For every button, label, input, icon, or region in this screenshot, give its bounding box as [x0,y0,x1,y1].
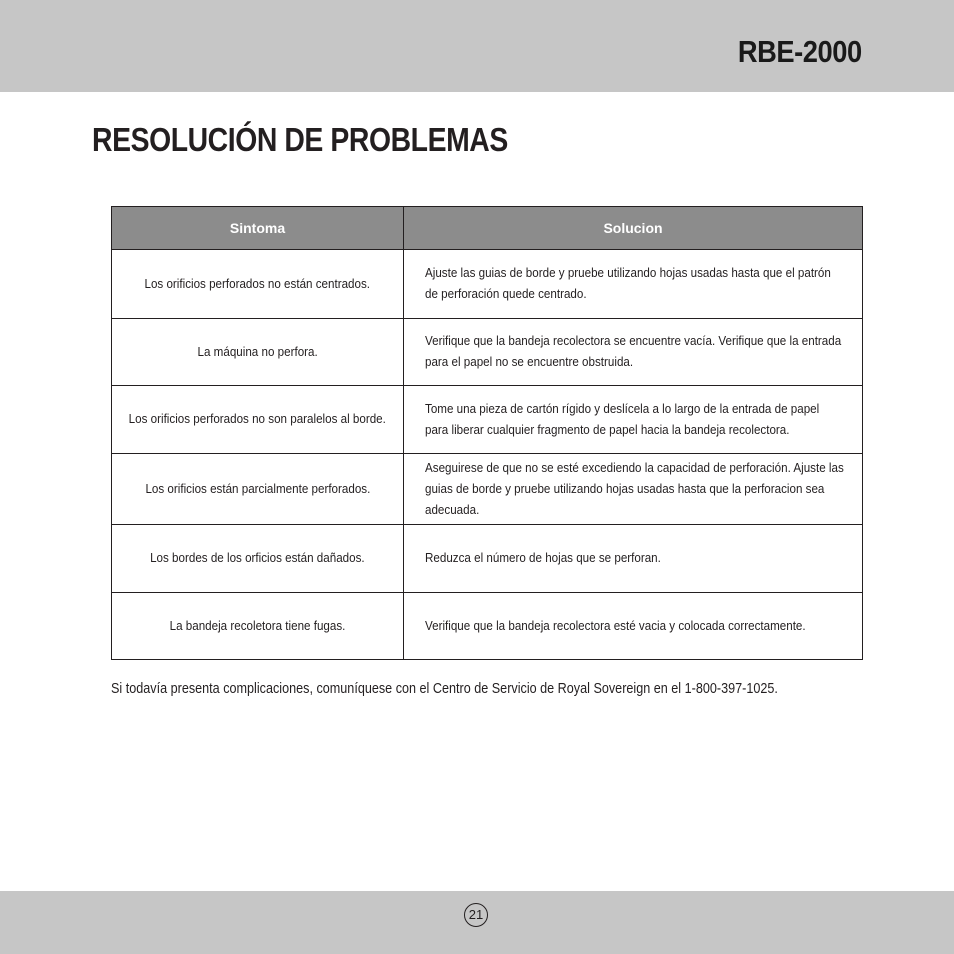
solution-text: Tome una pieza de cartón rígido y deslícela a lo largo de la entrada de papel para liberar cualquier fragmento de papel hacia la bandeja recolectora. [425,401,820,437]
solution-text: Verifique que la bandeja recolectora se encuentre vacía. Verifique que la entrada para el papel no se encuentre obstruida. [425,334,842,369]
table-row [112,454,863,525]
table-header-row [112,207,863,250]
solution-cell [404,250,863,319]
table-row [112,386,863,454]
solution-cell [404,319,863,386]
symptom-cell [112,454,404,525]
model-name: RBE-2000 [738,34,862,69]
troubleshooting-table [111,206,863,660]
symptom-cell [112,593,404,660]
table-row [112,593,863,660]
symptom-text: Los orificios perforados no son paralelos al borde. [128,412,387,426]
solution-text: Aseguirese de que no se esté excediendo la capacidad de perforación. Ajuste las guias de borde y pruebe utilizando hojas usadas hasta que la perforacion sea adecuada. [425,460,844,517]
symptom-text: La máquina no perfora. [197,344,318,359]
symptom-text: Los orificios están parcialmente perforados. [145,481,370,496]
symptom-text: Los bordes de los orficios están dañados. [150,551,365,565]
solution-text: Verifique que la bandeja recolectora esté vacia y colocada correctamente. [425,618,806,633]
solution-cell [404,525,863,593]
column-header-symptom: Sintoma [112,207,404,250]
table-row [112,525,863,593]
column-header-solution: Solucion [404,207,863,250]
solution-cell [404,386,863,454]
solution-text: Ajuste las guias de borde y pruebe utilizando hojas usadas hasta que el patrón de perforación quede centrado. [425,266,831,301]
symptom-cell [112,386,404,454]
page-title: RESOLUCIÓN DE PROBLEMAS [92,121,508,158]
solution-text: Reduzca el número de hojas que se perforan. [425,551,661,565]
symptom-text: Los orificios perforados no están centrados. [144,276,371,291]
page-number: 21 [464,903,488,927]
solution-cell [404,593,863,660]
table-row [112,250,863,319]
solution-cell [404,454,863,525]
table-row [112,319,863,386]
symptom-cell [112,250,404,319]
header-band [0,0,954,92]
symptom-text: La bandeja recoletora tiene fugas. [169,618,346,633]
contact-note: Si todavía presenta complicaciones, comuníquese con el Centro de Servicio de Royal Sovereign en el 1-800-397-1025. [111,681,778,697]
symptom-cell [112,525,404,593]
symptom-cell [112,319,404,386]
